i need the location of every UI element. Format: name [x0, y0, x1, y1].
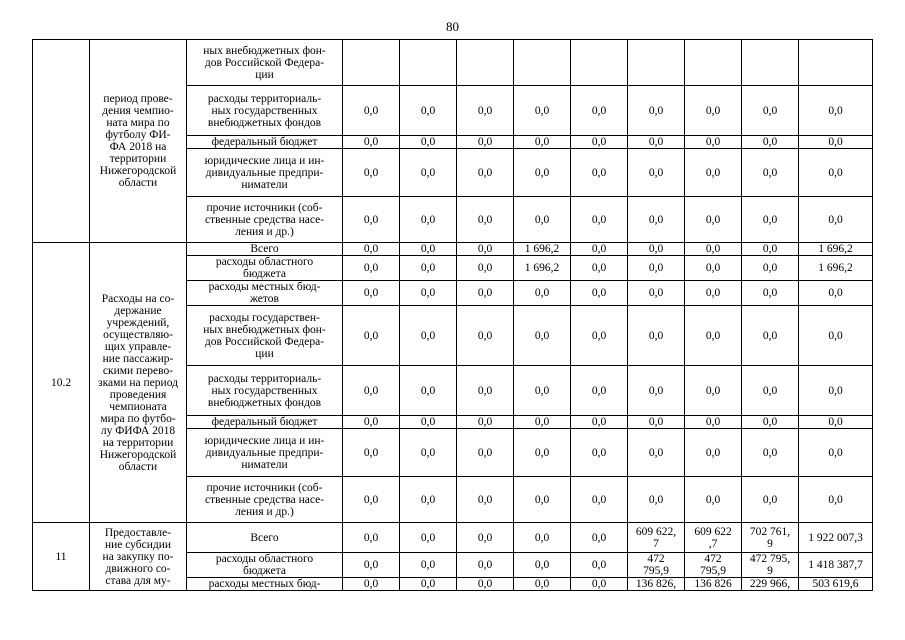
- value-cell: 0,0: [514, 523, 571, 553]
- funding-source: расходы территориаль- ных государственных внебюджетных фондов: [187, 366, 343, 416]
- value-cell: 0,0: [685, 136, 742, 149]
- value-cell: 0,0: [799, 306, 873, 366]
- value-cell: 0,0: [514, 366, 571, 416]
- value-cell: 0,0: [400, 306, 457, 366]
- value-cell: 609 622 ,7: [685, 523, 742, 553]
- value-cell: 0,0: [457, 243, 514, 256]
- value-cell: 0,0: [742, 197, 799, 243]
- value-cell: 229 966,: [742, 578, 799, 591]
- value-cell: 0,0: [628, 477, 685, 523]
- value-cell: 1 696,2: [514, 256, 571, 281]
- value-cell: 0,0: [685, 86, 742, 136]
- value-cell: 0,0: [628, 243, 685, 256]
- value-cell: [685, 40, 742, 86]
- value-cell: 0,0: [685, 256, 742, 281]
- value-cell: 1 696,2: [799, 256, 873, 281]
- value-cell: 0,0: [343, 243, 400, 256]
- value-cell: 0,0: [571, 306, 628, 366]
- value-cell: 0,0: [457, 136, 514, 149]
- value-cell: 0,0: [514, 136, 571, 149]
- value-cell: 0,0: [400, 523, 457, 553]
- funding-source: расходы территориаль- ных государственных внебюджетных фондов: [187, 86, 343, 136]
- row-number: 10.2: [33, 243, 90, 523]
- funding-source: федеральный бюджет: [187, 416, 343, 429]
- funding-source: юридические лица и ин- дивидуальные предпри- ниматели: [187, 429, 343, 477]
- table-row: [33, 243, 873, 256]
- row-number: [33, 40, 90, 243]
- value-cell: 472 795,9: [628, 553, 685, 578]
- value-cell: [343, 40, 400, 86]
- value-cell: 0,0: [343, 366, 400, 416]
- value-cell: 0,0: [514, 429, 571, 477]
- value-cell: 0,0: [571, 523, 628, 553]
- value-cell: 0,0: [628, 256, 685, 281]
- value-cell: 0,0: [742, 429, 799, 477]
- funding-source: расходы местных бюд-: [187, 578, 343, 591]
- value-cell: 0,0: [742, 256, 799, 281]
- value-cell: 0,0: [571, 429, 628, 477]
- value-cell: 0,0: [400, 243, 457, 256]
- value-cell: 0,0: [343, 578, 400, 591]
- value-cell: 0,0: [571, 136, 628, 149]
- funding-source: расходы областного бюджета: [187, 553, 343, 578]
- value-cell: [571, 40, 628, 86]
- value-cell: 0,0: [742, 86, 799, 136]
- value-cell: 0,0: [628, 149, 685, 197]
- row-number: 11: [33, 523, 90, 591]
- value-cell: 0,0: [514, 553, 571, 578]
- value-cell: 1 696,2: [799, 243, 873, 256]
- value-cell: 0,0: [685, 429, 742, 477]
- value-cell: 0,0: [400, 86, 457, 136]
- value-cell: 0,0: [343, 281, 400, 306]
- value-cell: 0,0: [400, 477, 457, 523]
- value-cell: 1 696,2: [514, 243, 571, 256]
- value-cell: 0,0: [400, 416, 457, 429]
- funding-source: юридические лица и ин- дивидуальные предпри- ниматели: [187, 149, 343, 197]
- value-cell: 0,0: [628, 306, 685, 366]
- value-cell: [457, 40, 514, 86]
- funding-source: Всего: [187, 243, 343, 256]
- page-number: 80: [446, 19, 459, 34]
- value-cell: 0,0: [742, 416, 799, 429]
- funding-source: расходы местных бюд- жетов: [187, 281, 343, 306]
- value-cell: 0,0: [571, 197, 628, 243]
- value-cell: 0,0: [400, 553, 457, 578]
- funding-source: расходы областного бюджета: [187, 256, 343, 281]
- value-cell: 0,0: [457, 197, 514, 243]
- value-cell: 0,0: [742, 366, 799, 416]
- value-cell: 0,0: [343, 136, 400, 149]
- value-cell: 0,0: [685, 306, 742, 366]
- value-cell: 0,0: [685, 281, 742, 306]
- value-cell: [514, 40, 571, 86]
- value-cell: 0,0: [628, 86, 685, 136]
- value-cell: 0,0: [571, 477, 628, 523]
- value-cell: 0,0: [457, 429, 514, 477]
- funding-source: прочие источники (соб- ственные средства насе- ления и др.): [187, 197, 343, 243]
- value-cell: 0,0: [799, 197, 873, 243]
- value-cell: 0,0: [457, 86, 514, 136]
- funding-source: ных внебюджетных фон- дов Российской Федера- ции: [187, 40, 343, 86]
- value-cell: 0,0: [457, 306, 514, 366]
- value-cell: [799, 40, 873, 86]
- value-cell: 0,0: [799, 366, 873, 416]
- value-cell: 1 418 387,7: [799, 553, 873, 578]
- value-cell: 0,0: [799, 477, 873, 523]
- value-cell: 0,0: [343, 256, 400, 281]
- value-cell: 0,0: [514, 306, 571, 366]
- value-cell: 472 795, 9: [742, 553, 799, 578]
- value-cell: [628, 40, 685, 86]
- value-cell: 0,0: [457, 416, 514, 429]
- funding-source: федеральный бюджет: [187, 136, 343, 149]
- value-cell: 0,0: [514, 416, 571, 429]
- funding-source: расходы государствен- ных внебюджетных фон- дов Российской Федера- ции: [187, 306, 343, 366]
- value-cell: 0,0: [457, 578, 514, 591]
- funding-source: Всего: [187, 523, 343, 553]
- value-cell: 0,0: [628, 366, 685, 416]
- value-cell: 609 622, 7: [628, 523, 685, 553]
- value-cell: 0,0: [400, 366, 457, 416]
- value-cell: 0,0: [799, 149, 873, 197]
- funding-source: прочие источники (соб- ственные средства насе- ления и др.): [187, 477, 343, 523]
- value-cell: 0,0: [685, 477, 742, 523]
- value-cell: 702 761, 9: [742, 523, 799, 553]
- value-cell: 0,0: [742, 281, 799, 306]
- value-cell: 1 922 007,3: [799, 523, 873, 553]
- value-cell: 0,0: [685, 416, 742, 429]
- value-cell: 0,0: [514, 86, 571, 136]
- value-cell: 0,0: [514, 149, 571, 197]
- value-cell: 0,0: [685, 149, 742, 197]
- value-cell: 0,0: [457, 553, 514, 578]
- value-cell: 503 619,6: [799, 578, 873, 591]
- value-cell: 0,0: [628, 416, 685, 429]
- value-cell: 136 826: [685, 578, 742, 591]
- activity-name: Расходы на со- держание учреждений, осуществляю- щих управле- ние пассажир- скими перево- зками на период проведения чемпионата мира по футбо- лу ФИФА 2018 на территории Нижегородской области: [90, 243, 187, 523]
- value-cell: 0,0: [742, 149, 799, 197]
- value-cell: 0,0: [400, 429, 457, 477]
- value-cell: 0,0: [400, 281, 457, 306]
- budget-table: [32, 39, 873, 591]
- value-cell: 472 795,9: [685, 553, 742, 578]
- value-cell: 0,0: [799, 86, 873, 136]
- value-cell: 0,0: [628, 197, 685, 243]
- activity-name: Предоставле- ние субсидии на закупку по- движного со- става для му-: [90, 523, 187, 591]
- value-cell: 0,0: [628, 136, 685, 149]
- value-cell: 0,0: [514, 281, 571, 306]
- value-cell: 0,0: [571, 281, 628, 306]
- value-cell: 0,0: [571, 256, 628, 281]
- value-cell: 0,0: [457, 477, 514, 523]
- value-cell: 0,0: [742, 477, 799, 523]
- value-cell: [400, 40, 457, 86]
- value-cell: 0,0: [457, 523, 514, 553]
- value-cell: 0,0: [343, 523, 400, 553]
- value-cell: 0,0: [514, 578, 571, 591]
- value-cell: 0,0: [514, 477, 571, 523]
- value-cell: 0,0: [400, 149, 457, 197]
- value-cell: 0,0: [457, 366, 514, 416]
- value-cell: 0,0: [571, 366, 628, 416]
- value-cell: 0,0: [400, 256, 457, 281]
- value-cell: 0,0: [457, 281, 514, 306]
- table-row: [33, 40, 873, 86]
- value-cell: 0,0: [799, 136, 873, 149]
- value-cell: 0,0: [400, 578, 457, 591]
- activity-name: период прове- дения чемпио- ната мира по футболу ФИ- ФА 2018 на территории Нижегородской области: [90, 40, 187, 243]
- value-cell: 0,0: [400, 197, 457, 243]
- value-cell: 0,0: [343, 149, 400, 197]
- value-cell: 0,0: [457, 149, 514, 197]
- value-cell: 0,0: [571, 553, 628, 578]
- value-cell: 0,0: [685, 197, 742, 243]
- value-cell: 136 826,: [628, 578, 685, 591]
- value-cell: 0,0: [571, 243, 628, 256]
- value-cell: 0,0: [343, 86, 400, 136]
- value-cell: 0,0: [343, 429, 400, 477]
- value-cell: 0,0: [343, 306, 400, 366]
- value-cell: 0,0: [799, 416, 873, 429]
- value-cell: 0,0: [343, 477, 400, 523]
- value-cell: 0,0: [343, 197, 400, 243]
- value-cell: 0,0: [685, 243, 742, 256]
- value-cell: 0,0: [343, 416, 400, 429]
- value-cell: 0,0: [685, 366, 742, 416]
- value-cell: 0,0: [457, 256, 514, 281]
- value-cell: 0,0: [742, 306, 799, 366]
- value-cell: 0,0: [400, 136, 457, 149]
- value-cell: 0,0: [571, 416, 628, 429]
- value-cell: 0,0: [799, 281, 873, 306]
- table-row: [33, 523, 873, 553]
- value-cell: 0,0: [628, 281, 685, 306]
- value-cell: 0,0: [628, 429, 685, 477]
- value-cell: 0,0: [571, 578, 628, 591]
- value-cell: 0,0: [514, 197, 571, 243]
- value-cell: 0,0: [742, 243, 799, 256]
- value-cell: 0,0: [571, 149, 628, 197]
- value-cell: 0,0: [343, 553, 400, 578]
- value-cell: 0,0: [742, 136, 799, 149]
- value-cell: 0,0: [799, 429, 873, 477]
- value-cell: [742, 40, 799, 86]
- value-cell: 0,0: [571, 86, 628, 136]
